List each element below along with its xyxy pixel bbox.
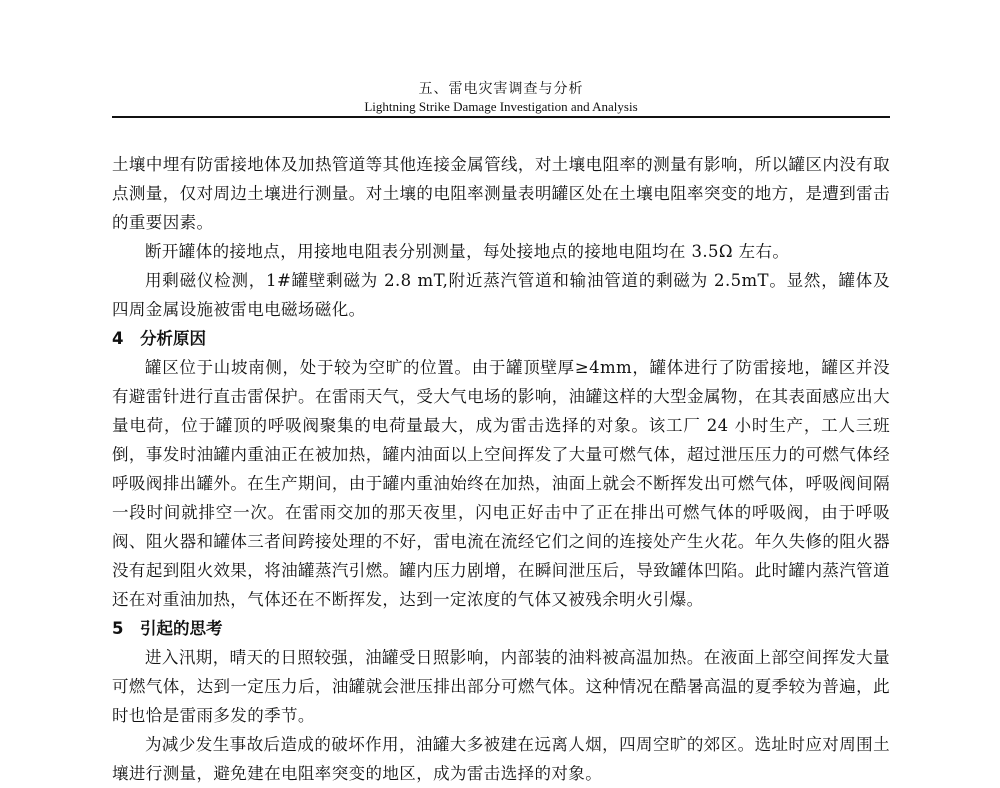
- header-title-chinese: 五、雷电灾害调查与分析: [418, 81, 584, 97]
- paragraph-remanence: 用剩磁仪检测，1#罐壁剩磁为 2.8 mT,附近蒸汽管道和输油管道的剩磁为 2.5mT。显然，罐体及四周金属设施被雷电电磁场磁化。: [112, 271, 890, 319]
- paragraph-cause-analysis: 罐区位于山坡南侧，处于较为空旷的位置。由于罐顶壁厚≥4mm，罐体进行了防雷接地，罐区并没有避雷针进行直击雷保护。在雷雨天气，受大气电场的影响，油罐这样的大型金属物，在其表面感应出大量电荷，位于罐顶的呼吸阀聚集的电荷量最大，成为雷击选择的对象。该工厂 24 小时生产，工人三班倒，事发时油罐内重油正在被加热，罐内油面以上空间挥发了大量可燃气体，超过泄压压力的可燃气体经呼吸阀排出罐外。在生产期间，由于罐内重油始终在加热，油面上就会不断挥发出可燃气体，呼吸阀间隔一段时间就排空一次。在雷雨交加的那天夜里，闪电正好击中了正在排出可燃气体的呼吸阀，由于呼吸阀、阻火器和罐体三者间跨接处理的不好，雷电流在流经它们之间的连接处产生火花。年久失修的阻火器没有起到阻火效果，将油罐蒸汽引燃。罐内压力剧增，在瞬间泄压后，导致罐体凹陷。此时罐内蒸汽管道还在对重油加热，气体还在不断挥发，达到一定浓度的气体又被残余明火引爆。: [112, 358, 890, 609]
- running-header: [112, 80, 890, 115]
- paragraph-site-selection: 为减少发生事故后造成的破坏作用，油罐大多被建在远离人烟，四周空旷的郊区。选址时应对周围土壤进行测量，避免建在电阻率突变的地区，成为雷击选择的对象。: [112, 735, 890, 783]
- section-number: 4: [112, 329, 124, 348]
- paragraph-soil-resistivity: 土壤中埋有防雷接地体及加热管道等其他连接金属管线，对土壤电阻率的测量有影响，所以罐区内没有取点测量，仅对周边土壤进行测量。对土壤的电阻率测量表明罐区处在土壤电阻率突变的地方，是遭到雷击的重要因素。: [112, 155, 890, 232]
- section-title: 引起的思考: [140, 619, 223, 638]
- section-heading-reflection: [112, 614, 890, 643]
- section-heading-analysis: [112, 324, 890, 353]
- body-text: [112, 150, 890, 788]
- paragraph-flood-season: 进入汛期，晴天的日照较强，油罐受日照影响，内部装的油料被高温加热。在液面上部空间挥发大量可燃气体，达到一定压力后，油罐就会泄压排出部分可燃气体。这种情况在酷暑高温的夏季较为普遍，此时也恰是雷雨多发的季节。: [112, 648, 890, 725]
- paragraph-grounding-resistance: 断开罐体的接地点，用接地电阻表分别测量，每处接地点的接地电阻均在 3.5Ω 左右。: [145, 242, 790, 261]
- section-number: 5: [112, 619, 124, 638]
- header-title-english: Lightning Strike Damage Investigation and Analysis: [364, 99, 638, 114]
- header-rule: [112, 116, 890, 118]
- section-title: 分析原因: [140, 329, 206, 348]
